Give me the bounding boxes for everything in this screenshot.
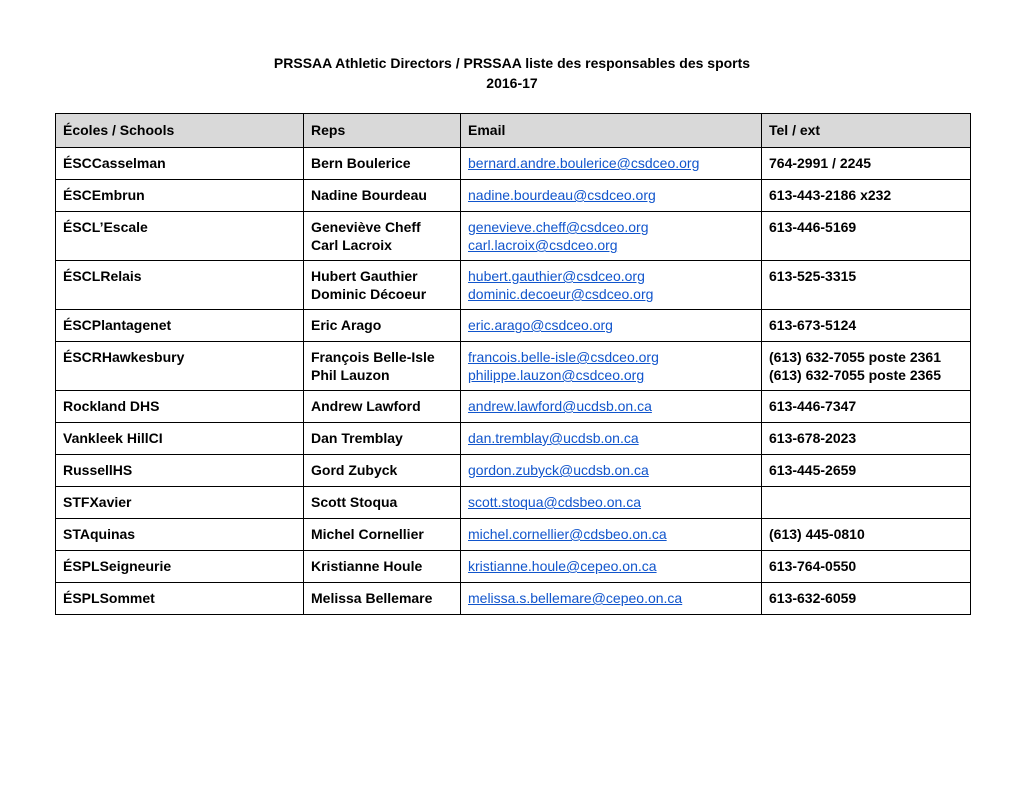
email-link[interactable]: nadine.bourdeau@csdceo.org [468,187,656,203]
tel-number: 613-764-0550 [769,558,857,574]
tel-number: 613-525-3315 [769,268,857,284]
page-subtitle-year: 2016-17 [486,75,538,91]
email-link[interactable]: kristianne.houle@cepeo.on.ca [468,558,657,574]
reps-cell [304,583,461,615]
school-cell: ÉSCPlantagenet [56,310,304,342]
email-link[interactable]: dominic.decoeur@csdceo.org [468,286,654,302]
email-cell [461,342,762,391]
tel-number: 613-446-5169 [769,219,857,235]
school-cell: STAquinas [56,519,304,551]
tel-cell [762,310,971,342]
reps-cell [304,551,461,583]
tel-cell [762,342,971,391]
email-cell [461,261,762,310]
school-cell: ÉSCCasselman [56,148,304,180]
email-link[interactable]: eric.arago@csdceo.org [468,317,613,333]
email-cell [461,519,762,551]
table-row [56,455,971,487]
tel-cell [762,148,971,180]
email-link[interactable]: hubert.gauthier@csdceo.org [468,268,645,284]
tel-cell [762,261,971,310]
rep-name: Dominic Décoeur [311,286,427,302]
email-cell [461,148,762,180]
rep-name: Scott Stoqua [311,494,398,510]
column-header-tel: Tel / ext [762,114,971,148]
table-row [56,180,971,212]
tel-number: (613) 632-7055 poste 2361 [769,349,941,365]
tel-number: (613) 632-7055 poste 2365 [769,367,941,383]
table-row [56,310,971,342]
email-link[interactable]: michel.cornellier@cdsbeo.on.ca [468,526,667,542]
tel-number: 613-445-2659 [769,462,857,478]
school-cell: ÉSCEmbrun [56,180,304,212]
tel-cell [762,551,971,583]
table-row [56,519,971,551]
school-cell: ÉSCRHawkesbury [56,342,304,391]
tel-cell [762,180,971,212]
rep-name: Carl Lacroix [311,237,392,253]
table-row [56,261,971,310]
tel-cell [762,519,971,551]
rep-name: Melissa Bellemare [311,590,433,606]
rep-name: Michel Cornellier [311,526,424,542]
rep-name: Gord Zubyck [311,462,398,478]
reps-cell [304,310,461,342]
tel-cell [762,487,971,519]
school-cell: ÉSPLSeigneurie [56,551,304,583]
reps-cell [304,342,461,391]
table-row [56,212,971,261]
reps-cell [304,180,461,212]
athletic-directors-table [55,113,971,615]
table-row [56,583,971,615]
school-cell: ÉSCL’Escale [56,212,304,261]
table-row [56,487,971,519]
email-link[interactable]: genevieve.cheff@csdceo.org [468,219,649,235]
reps-cell [304,148,461,180]
school-cell: ÉSCLRelais [56,261,304,310]
tel-number: 613-678-2023 [769,430,857,446]
tel-cell [762,212,971,261]
school-cell: Vankleek HillCI [56,423,304,455]
email-link[interactable]: francois.belle-isle@csdceo.org [468,349,659,365]
email-cell [461,310,762,342]
rep-name: François Belle-Isle [311,349,435,365]
rep-name: Hubert Gauthier [311,268,418,284]
rep-name: Eric Arago [311,317,382,333]
email-cell [461,455,762,487]
email-link[interactable]: carl.lacroix@csdceo.org [468,237,618,253]
email-cell [461,583,762,615]
email-cell [461,391,762,423]
reps-cell [304,455,461,487]
school-cell: Rockland DHS [56,391,304,423]
tel-cell [762,423,971,455]
rep-name: Phil Lauzon [311,367,390,383]
reps-cell [304,261,461,310]
school-cell: ÉSPLSommet [56,583,304,615]
tel-cell [762,583,971,615]
table-row [56,423,971,455]
email-cell [461,423,762,455]
rep-name: Bern Boulerice [311,155,411,171]
email-cell [461,212,762,261]
email-link[interactable]: philippe.lauzon@csdceo.org [468,367,645,383]
reps-cell [304,519,461,551]
email-link[interactable]: melissa.s.bellemare@cepeo.on.ca [468,590,683,606]
reps-cell [304,423,461,455]
tel-cell [762,455,971,487]
tel-number: 764-2991 / 2245 [769,155,871,171]
tel-number: 613-632-6059 [769,590,857,606]
school-cell: RussellHS [56,455,304,487]
reps-cell [304,391,461,423]
rep-name: Andrew Lawford [311,398,421,414]
reps-cell [304,212,461,261]
table-row [56,148,971,180]
email-cell [461,551,762,583]
email-link[interactable]: scott.stoqua@cdsbeo.on.ca [468,494,641,510]
email-link[interactable]: andrew.lawford@ucdsb.on.ca [468,398,652,414]
tel-number: 613-443-2186 x232 [769,187,892,203]
reps-cell [304,487,461,519]
column-header-reps: Reps [304,114,461,148]
column-header-school: Écoles / Schools [56,114,304,148]
email-link[interactable]: bernard.andre.boulerice@csdceo.org [468,155,700,171]
tel-cell [762,391,971,423]
table-body [56,148,971,615]
email-cell [461,487,762,519]
table-row [56,342,971,391]
rep-name: Dan Tremblay [311,430,403,446]
rep-name: Nadine Bourdeau [311,187,427,203]
tel-number: (613) 445-0810 [769,526,865,542]
email-cell [461,180,762,212]
table-row [56,391,971,423]
tel-number: 613-446-7347 [769,398,857,414]
email-link[interactable]: gordon.zubyck@ucdsb.on.ca [468,462,649,478]
rep-name: Kristianne Houle [311,558,423,574]
rep-name: Geneviève Cheff [311,219,421,235]
table-row [56,551,971,583]
page-title: PRSSAA Athletic Directors / PRSSAA liste des responsables des sports [273,55,751,71]
table-header-row [56,114,971,148]
email-link[interactable]: dan.tremblay@ucdsb.on.ca [468,430,639,446]
tel-number: 613-673-5124 [769,317,857,333]
school-cell: STFXavier [56,487,304,519]
column-header-email: Email [461,114,762,148]
